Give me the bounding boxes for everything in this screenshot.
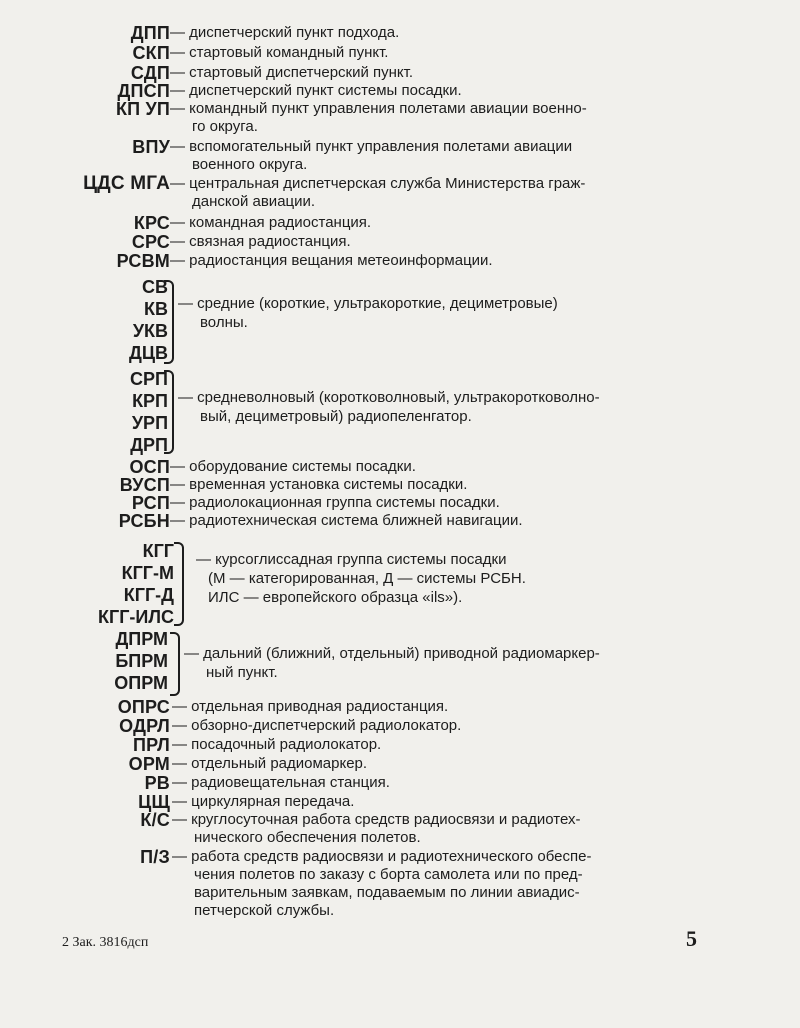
abbr: КГГ-Д [123, 585, 174, 605]
desc-line: — посадочный радиолокатор. [172, 736, 382, 753]
desc-line: — диспетчерский пункт системы посадки. [170, 82, 462, 99]
abbr: ВПУ [132, 137, 170, 157]
abbr: ЦЩ [138, 792, 170, 812]
group-desc [184, 644, 696, 682]
abbr: РСП [131, 493, 170, 513]
desc-line: — командный пункт управления полетами авиации военно- [170, 100, 587, 117]
desc-line: — курсоглиссадная группа системы посадки [196, 551, 507, 568]
desc-line: данской авиации. [192, 193, 316, 210]
abbr: ОРМ [128, 754, 170, 774]
abbr: ОПРС [117, 697, 170, 717]
brace [170, 632, 180, 696]
group-desc [196, 550, 708, 607]
desc-line: военного округа. [192, 156, 308, 173]
desc-line: чения полетов по заказу с борта самолета или по пред- [194, 866, 583, 883]
abbr: СДП [130, 63, 170, 83]
abbr: КГГ [142, 541, 174, 561]
abbr: КРП [132, 391, 168, 411]
abbr: РСБН [118, 511, 170, 531]
brace [164, 280, 174, 364]
desc-line: — средневолновый (коротковолновый, ультракоротковолно- [178, 389, 600, 406]
desc-line: — командная радиостанция. [170, 214, 372, 231]
group-desc [178, 388, 690, 426]
abbr: ДЦВ [129, 343, 168, 363]
desc-line: петчерской службы. [194, 902, 335, 919]
desc-line: — круглосуточная работа средств радиосвязи и радиотех- [172, 811, 581, 828]
abbr: ДПСП [117, 81, 170, 101]
abbr: СРП [130, 369, 168, 389]
desc-line: — циркулярная передача. [172, 793, 355, 810]
group-abbrs [98, 540, 174, 628]
abbr: СРС [131, 232, 170, 252]
abbr: ДРП [130, 435, 168, 455]
abbr: ОСП [129, 457, 170, 477]
desc-line: — средние (короткие, ультракороткие, дециметровые) [178, 295, 558, 312]
abbr: КГГ-М [121, 563, 174, 583]
abbr: К/С [140, 810, 170, 830]
brace [174, 542, 184, 626]
desc-line: — временная установка системы посадки. [170, 476, 468, 493]
desc-line: — дальний (ближний, отдельный) приводной радиомаркер- [184, 645, 600, 662]
desc-line: — связная радиостанция. [170, 233, 351, 250]
desc-line: волны. [200, 314, 248, 331]
group-kgg [0, 540, 800, 630]
abbr: СКП [132, 43, 170, 63]
group-abbrs [129, 276, 168, 364]
desc-line: — отдельный радиомаркер. [172, 755, 368, 772]
group-waves [0, 276, 800, 366]
abbr: РВ [144, 773, 170, 793]
abbr: ЦДС МГА [83, 173, 170, 194]
desc-line: — центральная диспетчерская служба Министерства граж- [170, 175, 586, 192]
abbr: УКВ [132, 321, 168, 341]
abbr: КРС [133, 213, 170, 233]
abbr: КВ [144, 299, 168, 319]
desc-line: — радиостанция вещания метеоинформации. [170, 252, 493, 269]
abbr: ДПРМ [115, 629, 168, 649]
abbr: КГГ-ИЛС [98, 607, 174, 627]
group-direction-finders [0, 368, 800, 458]
abbr: УРП [131, 413, 168, 433]
desc-line: варительным заявкам, подаваемым по линии авиадис- [194, 884, 580, 901]
group-prm [0, 628, 800, 698]
desc-line: — радиовещательная станция. [172, 774, 390, 791]
abbr: ОПРМ [114, 673, 168, 693]
page-number: 5 [686, 926, 697, 951]
abbr: СВ [142, 277, 168, 297]
desc-line: — отдельная приводная радиостанция. [172, 698, 449, 715]
desc-line: — оборудование системы посадки. [170, 458, 416, 475]
desc-line: ИЛС — европейского образца «ils»). [208, 589, 463, 606]
abbr: ВУСП [119, 475, 170, 495]
abbr: КП УП [115, 99, 170, 119]
desc-line: (М — категорированная, Д — системы РСБН. [208, 570, 526, 587]
footer-print-info: 2 Зак. 3816дсп [62, 935, 149, 950]
desc-line: — радиолокационная группа системы посадки. [170, 494, 500, 511]
brace [164, 370, 174, 454]
abbr: РСВМ [116, 251, 170, 271]
group-abbrs [130, 368, 168, 456]
group-abbrs [114, 628, 168, 694]
desc-line: нического обеспечения полетов. [194, 829, 421, 846]
desc-line: ный пункт. [206, 664, 278, 681]
abbr: П/З [140, 847, 170, 867]
abbr: БПРМ [115, 651, 168, 671]
desc-line: — обзорно-диспетчерский радиолокатор. [172, 717, 462, 734]
desc-line: — диспетчерский пункт подхода. [170, 24, 400, 41]
desc-line: — работа средств радиосвязи и радиотехнического обеспе- [172, 848, 592, 865]
desc-line: — стартовый командный пункт. [170, 44, 389, 61]
desc-line: — стартовый диспетчерский пункт. [170, 64, 414, 81]
desc-line: — вспомогательный пункт управления полетами авиации [170, 138, 573, 155]
desc-line: — радиотехническая система ближней навигации. [170, 512, 523, 529]
abbr: ОДРЛ [119, 716, 170, 736]
desc-line: вый, дециметровый) радиопеленгатор. [200, 408, 472, 425]
abbr: ДПП [130, 23, 170, 43]
group-desc [178, 294, 690, 332]
abbr: ПРЛ [132, 735, 170, 755]
desc-line: го округа. [192, 118, 258, 135]
